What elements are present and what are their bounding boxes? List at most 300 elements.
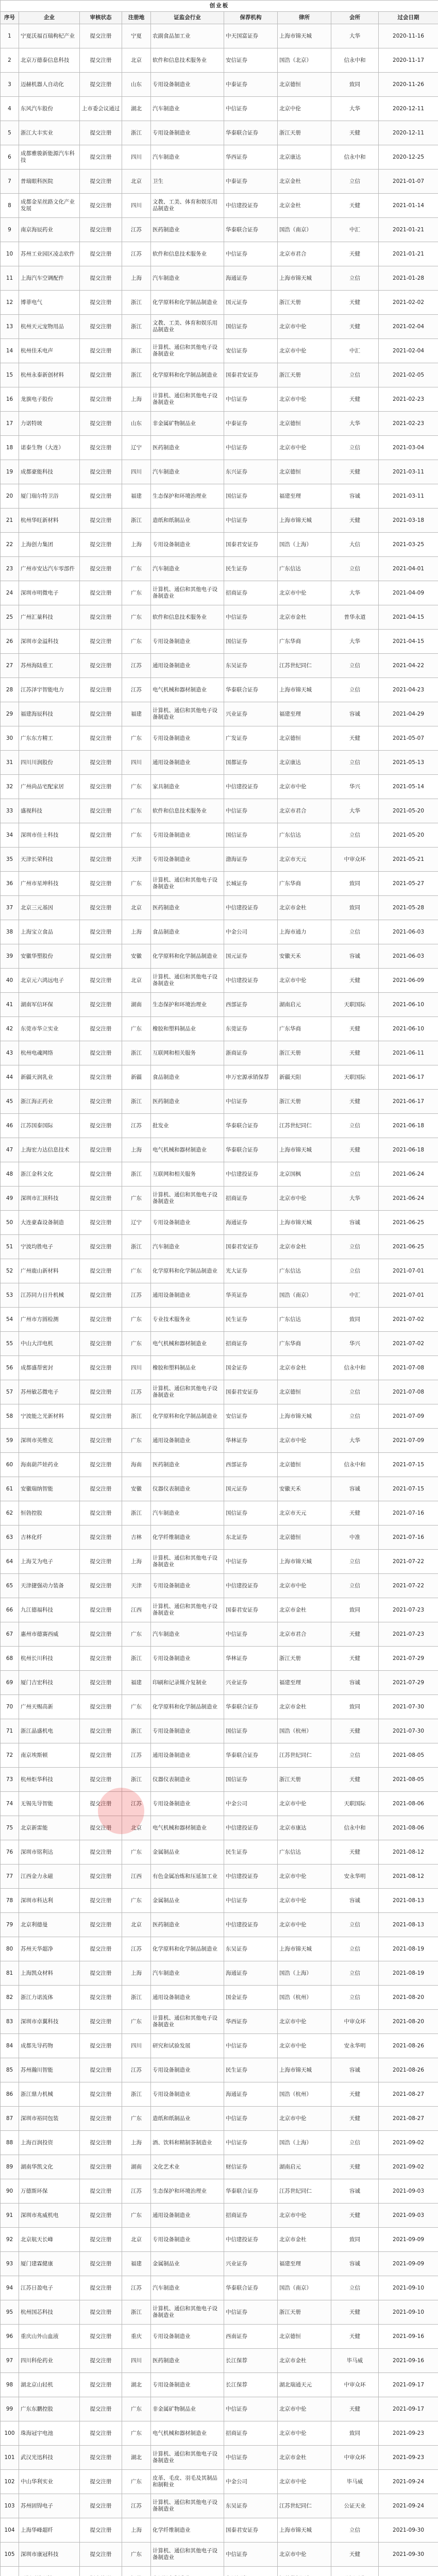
law-firm: 浙江天册	[278, 2300, 331, 2325]
underwriter: 国信证券	[224, 823, 278, 848]
review-status: 提交注册	[80, 2252, 122, 2276]
underwriter: 招商证券	[224, 2204, 278, 2228]
law-firm: 国浩（上海）	[278, 1961, 331, 1986]
law-firm: 北京市中伦	[278, 339, 331, 363]
table-row	[1, 2228, 438, 2252]
underwriter: 国泰君安证券	[224, 2518, 278, 2543]
review-status: 提交注册	[80, 2373, 122, 2397]
row-index: 8	[1, 194, 19, 218]
accounting-firm: 立信	[331, 678, 379, 702]
approval-date: 2021-05-13	[379, 751, 438, 775]
accounting-firm: 大华	[331, 581, 379, 605]
table-row	[1, 920, 438, 944]
region: 山东	[122, 73, 151, 97]
law-firm: 北京市中伦	[278, 2421, 331, 2446]
law-firm: 北京市君合	[278, 799, 331, 823]
accounting-firm: 安永华明	[331, 2034, 379, 2058]
company-name: 深圳市裕同包装	[19, 2107, 80, 2131]
region: 上海	[122, 387, 151, 412]
row-index: 63	[1, 1526, 19, 1550]
industry: 生态保护和环境治理业	[151, 993, 224, 1017]
underwriter: 国都证券	[224, 751, 278, 775]
accounting-firm: 立信	[331, 266, 379, 291]
review-status: 提交注册	[80, 2107, 122, 2131]
company-name: 苏州瀚川智能	[19, 2058, 80, 2082]
industry: 化学纤维制造业	[151, 2518, 224, 2543]
table-row	[1, 726, 438, 751]
industry: 专用设备制造业	[151, 1792, 224, 1816]
industry: 计算机、通信和其他电子设备制造业	[151, 969, 224, 993]
accounting-firm: 致同	[331, 1308, 379, 1332]
underwriter: 中信证券	[224, 2543, 278, 2567]
table-row	[1, 48, 438, 73]
review-status: 提交注册	[80, 1550, 122, 1574]
law-firm: 北京德恒	[278, 1453, 331, 1477]
company-name: 苏州天华超净	[19, 1937, 80, 1961]
approval-date: 2021-07-30	[379, 1695, 438, 1719]
company-name: 江西金力永磁	[19, 1865, 80, 1889]
table-row	[1, 1743, 438, 1768]
review-status: 提交注册	[80, 2179, 122, 2204]
review-status: 提交注册	[80, 194, 122, 218]
industry: 印刷和记录媒介复制业	[151, 1671, 224, 1695]
approval-date: 2021-07-15	[379, 1477, 438, 1501]
review-status: 提交注册	[80, 2446, 122, 2470]
industry: 计算机、通信和其他电子设备制造业	[151, 387, 224, 412]
row-index: 30	[1, 726, 19, 751]
industry: 食品制造业	[151, 1065, 224, 1090]
accounting-firm: 大华	[331, 1187, 379, 1211]
law-firm: 北京市中伦	[278, 1792, 331, 1816]
law-firm: 北京市金杜	[278, 1356, 331, 1380]
law-firm: 安徽天禾	[278, 1477, 331, 1501]
row-index: 88	[1, 2131, 19, 2155]
row-index: 61	[1, 1477, 19, 1501]
region: 湖北	[122, 2446, 151, 2470]
underwriter	[224, 2567, 278, 2576]
company-name: 杭州佳禾电声	[19, 339, 80, 363]
accounting-firm: 毕马威	[331, 2470, 379, 2494]
region: 四川	[122, 751, 151, 775]
industry: 通用设备制造业	[151, 1743, 224, 1768]
row-index: 42	[1, 1017, 19, 1041]
review-status: 提交注册	[80, 1041, 122, 1065]
approval-date: 2021-09-03	[379, 2179, 438, 2204]
row-index: 48	[1, 1162, 19, 1187]
law-firm: 国浩（杭州）	[278, 1719, 331, 1743]
region: 江苏	[122, 1114, 151, 1138]
accounting-firm: 公证天业	[331, 2494, 379, 2518]
approval-date: 2021-06-25	[379, 1235, 438, 1259]
industry: 化学纤维制造业	[151, 1526, 224, 1550]
accounting-firm: 信永中和	[331, 1453, 379, 1477]
approval-date: 2021-04-09	[379, 581, 438, 605]
approval-date: 2021-05-20	[379, 799, 438, 823]
accounting-firm: 信永中和	[331, 1816, 379, 1840]
accounting-firm: 天健	[331, 1017, 379, 1041]
underwriter: 长江保荐	[224, 2373, 278, 2397]
region: 天津	[122, 848, 151, 872]
law-firm: 北京市中伦	[278, 1187, 331, 1211]
law-firm: 江苏世纪同仁	[278, 2494, 331, 2518]
region: 福建	[122, 1671, 151, 1695]
law-firm: 北京市金杜	[278, 605, 331, 630]
underwriter: 西部证券	[224, 993, 278, 1017]
table-row	[1, 1792, 438, 1816]
underwriter: 兴业证券	[224, 1671, 278, 1695]
industry: 专用设备制造业	[151, 2325, 224, 2349]
law-firm: 北京康达	[278, 751, 331, 775]
accounting-firm: 立信	[331, 1162, 379, 1187]
company-name: 中山华利实业	[19, 2470, 80, 2494]
approval-date: 2021-07-22	[379, 1550, 438, 1574]
approval-date: 2021-09-23	[379, 2446, 438, 2470]
review-status: 提交注册	[80, 557, 122, 581]
review-status: 提交注册	[80, 896, 122, 920]
table-row	[1, 412, 438, 436]
accounting-firm: 天健	[331, 387, 379, 412]
region: 广东	[122, 1840, 151, 1865]
industry: 汽车制造业	[151, 1501, 224, 1526]
region: 北京	[122, 2228, 151, 2252]
review-status: 提交注册	[80, 1695, 122, 1719]
review-status: 提交注册	[80, 1017, 122, 1041]
review-status: 提交注册	[80, 1937, 122, 1961]
industry: 金属制品业	[151, 1840, 224, 1865]
approval-date: 2021-03-04	[379, 436, 438, 460]
underwriter: 国泰君安证券	[224, 1380, 278, 1404]
company-name: 成都豪能科技	[19, 460, 80, 484]
accounting-firm: 立信	[331, 751, 379, 775]
underwriter: 申万宏源承销保荐	[224, 1065, 278, 1090]
row-index: 87	[1, 2107, 19, 2131]
approval-date: 2021-09-02	[379, 2155, 438, 2179]
region: 浙江	[122, 1501, 151, 1526]
table-row	[1, 2082, 438, 2107]
industry: 医药制造业	[151, 2349, 224, 2373]
law-firm: 新疆天阳	[278, 1065, 331, 1090]
approval-date: 2021-08-06	[379, 1816, 438, 1840]
review-status: 提交注册	[80, 145, 122, 170]
review-status: 提交注册	[80, 2349, 122, 2373]
review-status: 提交注册	[80, 266, 122, 291]
review-status: 提交注册	[80, 1671, 122, 1695]
table-row	[1, 2543, 438, 2567]
industry: 计算机、通信和其他电子设备制造业	[151, 1550, 224, 1574]
underwriter: 华泰联合证券	[224, 121, 278, 145]
underwriter: 华泰联合证券	[224, 1743, 278, 1768]
industry: 化学原料和化学制品制造业	[151, 1404, 224, 1429]
region: 浙江	[122, 509, 151, 533]
accounting-firm: 容诚	[331, 2252, 379, 2276]
industry: 皮革、毛皮、羽毛及其制品和制鞋业	[151, 2470, 224, 2494]
underwriter: 海通证券	[224, 266, 278, 291]
underwriter: 中信证券	[224, 387, 278, 412]
company-name: 北京万德泰信息科技	[19, 48, 80, 73]
header-industry: 证监会行业	[151, 12, 224, 24]
region: 广东	[122, 1695, 151, 1719]
industry: 通用设备制造业	[151, 1429, 224, 1453]
row-index: 81	[1, 1961, 19, 1986]
table-row	[1, 339, 438, 363]
company-name: 湖南华凯文化	[19, 2155, 80, 2179]
law-firm: 北京市中伦	[278, 2107, 331, 2131]
region: 广东	[122, 2397, 151, 2421]
law-firm: 北京德恒	[278, 2325, 331, 2349]
law-firm: 广东华商	[278, 1332, 331, 1356]
approval-date: 2021-09-02	[379, 2131, 438, 2155]
company-name: 深圳市明微电子	[19, 581, 80, 605]
row-index: 91	[1, 2204, 19, 2228]
company-name: 厦门建霖健康	[19, 2252, 80, 2276]
law-firm: 广东信达	[278, 557, 331, 581]
review-status: 提交注册	[80, 170, 122, 194]
approval-date: 2021-02-23	[379, 412, 438, 436]
region: 江西	[122, 1865, 151, 1889]
row-index: 98	[1, 2373, 19, 2397]
approval-date: 2021-07-30	[379, 1719, 438, 1743]
region: 广东	[122, 2107, 151, 2131]
underwriter: 兴业证券	[224, 702, 278, 726]
industry: 专用设备制造业	[151, 2058, 224, 2082]
law-firm: 浙江天册	[278, 1647, 331, 1671]
industry: 电气机械和器材制造业	[151, 1138, 224, 1162]
row-index: 45	[1, 1090, 19, 1114]
accounting-firm: 立信	[331, 2131, 379, 2155]
row-index: 85	[1, 2058, 19, 2082]
company-name: 安徽华塑股份	[19, 944, 80, 969]
underwriter: 民生证券	[224, 2058, 278, 2082]
review-status: 提交注册	[80, 1889, 122, 1913]
region: 上海	[122, 1961, 151, 1986]
table-row	[1, 533, 438, 557]
law-firm: 上海市锦天城	[278, 1937, 331, 1961]
region: 江苏	[122, 1283, 151, 1308]
approval-date: 2021-03-25	[379, 533, 438, 557]
industry: 食品制造业	[151, 920, 224, 944]
approval-date: 2021-09-30	[379, 2543, 438, 2567]
review-status: 提交注册	[80, 2421, 122, 2446]
company-name: 力诺特玻	[19, 412, 80, 436]
row-index: 102	[1, 2470, 19, 2494]
approval-date: 2021-09-10	[379, 2300, 438, 2325]
table-row	[1, 2107, 438, 2131]
row-index: 50	[1, 1211, 19, 1235]
underwriter: 中信证券	[224, 242, 278, 266]
row-index: 1	[1, 24, 19, 48]
table-row	[1, 436, 438, 460]
accounting-firm: 安永华明	[331, 1865, 379, 1889]
region: 广东	[122, 1622, 151, 1647]
approval-date: 2021-05-14	[379, 775, 438, 799]
underwriter: 华泰联合证券	[224, 1695, 278, 1719]
accounting-firm: 立信	[331, 1259, 379, 1283]
row-index: 37	[1, 896, 19, 920]
industry: 汽车制造业	[151, 1235, 224, 1259]
company-name: 上海凯众材料	[19, 1961, 80, 1986]
company-name: 深圳市铭利达	[19, 1840, 80, 1865]
review-status: 提交注册	[80, 2276, 122, 2300]
review-status: 提交注册	[80, 1259, 122, 1283]
review-status: 提交注册	[80, 387, 122, 412]
company-name: 安徽瑞纳智能	[19, 1477, 80, 1501]
approval-date: 2021-03-11	[379, 460, 438, 484]
row-index: 36	[1, 872, 19, 896]
industry: 金属制品业	[151, 2252, 224, 2276]
table-row	[1, 751, 438, 775]
industry: 农副食品加工业	[151, 24, 224, 48]
review-status: 提交注册	[80, 460, 122, 484]
industry: 医药制造业	[151, 1090, 224, 1114]
row-index: 73	[1, 1768, 19, 1792]
row-index: 23	[1, 557, 19, 581]
accounting-firm: 容诚	[331, 1477, 379, 1501]
table-row	[1, 1308, 438, 1332]
review-status: 提交注册	[80, 2543, 122, 2567]
table-row	[1, 1719, 438, 1743]
accounting-firm: 立信	[331, 1986, 379, 2010]
approval-date: 2021-07-29	[379, 1671, 438, 1695]
law-firm: 北京市天元	[278, 848, 331, 872]
region: 北京	[122, 969, 151, 993]
industry: 通用设备制造业	[151, 2204, 224, 2228]
underwriter: 中金公司	[224, 1792, 278, 1816]
company-name: 宁波均胜电子	[19, 1235, 80, 1259]
region: 辽宁	[122, 1211, 151, 1235]
row-index: 19	[1, 460, 19, 484]
approval-date: 2021-06-10	[379, 993, 438, 1017]
approval-date: 2021-05-28	[379, 896, 438, 920]
approval-date: 2021-04-22	[379, 654, 438, 678]
industry: 文教、工美、体育和娱乐用品制造业	[151, 315, 224, 339]
review-status: 提交注册	[80, 1429, 122, 1453]
underwriter: 广发证券	[224, 726, 278, 751]
underwriter: 中信证券	[224, 2397, 278, 2421]
underwriter: 中信建投证券	[224, 1162, 278, 1187]
approval-date: 2021-02-04	[379, 315, 438, 339]
industry: 汽车制造业	[151, 145, 224, 170]
approval-date: 2020-11-16	[379, 24, 438, 48]
law-firm: 北京市中伦	[278, 581, 331, 605]
review-status: 上市委会议通过	[80, 97, 122, 121]
review-status: 提交注册	[80, 920, 122, 944]
approval-date: 2021-06-10	[379, 1017, 438, 1041]
table-row	[1, 2155, 438, 2179]
accounting-firm: 信永中和	[331, 145, 379, 170]
row-index: 10	[1, 242, 19, 266]
approval-date: 2021-08-05	[379, 1768, 438, 1792]
row-index: 96	[1, 2325, 19, 2349]
region: 江苏	[122, 2179, 151, 2204]
company-name: 深圳市科达利	[19, 1889, 80, 1913]
row-index: 75	[1, 1816, 19, 1840]
row-index: 4	[1, 97, 19, 121]
region: 江苏	[122, 1792, 151, 1816]
row-index: 101	[1, 2446, 19, 2470]
industry: 通用设备制造业	[151, 751, 224, 775]
law-firm: 湖南启元	[278, 2155, 331, 2179]
table-row	[1, 1162, 438, 1187]
approval-date: 2021-01-14	[379, 194, 438, 218]
industry: 卫生	[151, 170, 224, 194]
row-index: 20	[1, 484, 19, 509]
law-firm: 北京市中伦	[278, 1429, 331, 1453]
law-firm: 上海市锦天城	[278, 1211, 331, 1235]
law-firm: 广东信达	[278, 1308, 331, 1332]
review-status: 提交注册	[80, 1768, 122, 1792]
region: 宁夏	[122, 24, 151, 48]
table-row	[1, 944, 438, 969]
review-status: 提交注册	[80, 291, 122, 315]
company-name: 深圳市佳士科技	[19, 823, 80, 848]
row-index: 65	[1, 1574, 19, 1598]
law-firm: 北京市中伦	[278, 775, 331, 799]
company-name: 天津捷强动力装备	[19, 1574, 80, 1598]
table-caption-row	[1, 1, 438, 12]
row-index: 71	[1, 1719, 19, 1743]
table-row	[1, 1453, 438, 1477]
company-name: 上海百润投资	[19, 2131, 80, 2155]
review-status: 提交注册	[80, 2131, 122, 2155]
review-status: 提交注册	[80, 2204, 122, 2228]
law-firm: 国浩（南京）	[278, 218, 331, 242]
review-status: 提交注册	[80, 1308, 122, 1332]
underwriter: 华泰联合证券	[224, 218, 278, 242]
table-row	[1, 2349, 438, 2373]
region: 浙江	[122, 291, 151, 315]
industry: 计算机、通信和其他电子设备制造业	[151, 2543, 224, 2567]
table-row	[1, 291, 438, 315]
approval-date: 2021-07-23	[379, 1622, 438, 1647]
underwriter: 东吴证券	[224, 2494, 278, 2518]
row-index: 34	[1, 823, 19, 848]
law-firm: 北京市金杜	[278, 1235, 331, 1259]
company-name: 广州汇量科技	[19, 605, 80, 630]
table-row	[1, 1235, 438, 1259]
row-index: 55	[1, 1332, 19, 1356]
review-status: 提交注册	[80, 1211, 122, 1235]
accounting-firm: 华兴	[331, 1332, 379, 1356]
accounting-firm: 立信	[331, 1114, 379, 1138]
review-status: 提交注册	[80, 1162, 122, 1187]
review-status: 提交注册	[80, 436, 122, 460]
region: 浙江	[122, 1041, 151, 1065]
underwriter: 国信证券	[224, 630, 278, 654]
underwriter: 国元证券	[224, 1477, 278, 1501]
approval-date: 2021-01-07	[379, 170, 438, 194]
company-name: 浙江力诺流体	[19, 1986, 80, 2010]
accounting-firm: 立信	[331, 2276, 379, 2300]
row-index: 29	[1, 702, 19, 726]
company-name: 惠州市德赛西威	[19, 1622, 80, 1647]
accounting-firm: 天健	[331, 509, 379, 533]
approval-date: 2021-07-16	[379, 1526, 438, 1550]
underwriter: 中信证券	[224, 1889, 278, 1913]
row-index: 93	[1, 2252, 19, 2276]
review-status: 提交注册	[80, 315, 122, 339]
review-status: 提交注册	[80, 1138, 122, 1162]
region	[122, 2567, 151, 2576]
row-index: 54	[1, 1308, 19, 1332]
industry: 化学原料和化学制品制造业	[151, 944, 224, 969]
law-firm: 浙江天册	[278, 121, 331, 145]
review-status: 提交注册	[80, 2518, 122, 2543]
law-firm: 北京德恒	[278, 460, 331, 484]
underwriter: 安信证券	[224, 48, 278, 73]
review-status: 提交注册	[80, 1865, 122, 1889]
review-status: 提交注册	[80, 1913, 122, 1937]
region: 广东	[122, 2010, 151, 2034]
